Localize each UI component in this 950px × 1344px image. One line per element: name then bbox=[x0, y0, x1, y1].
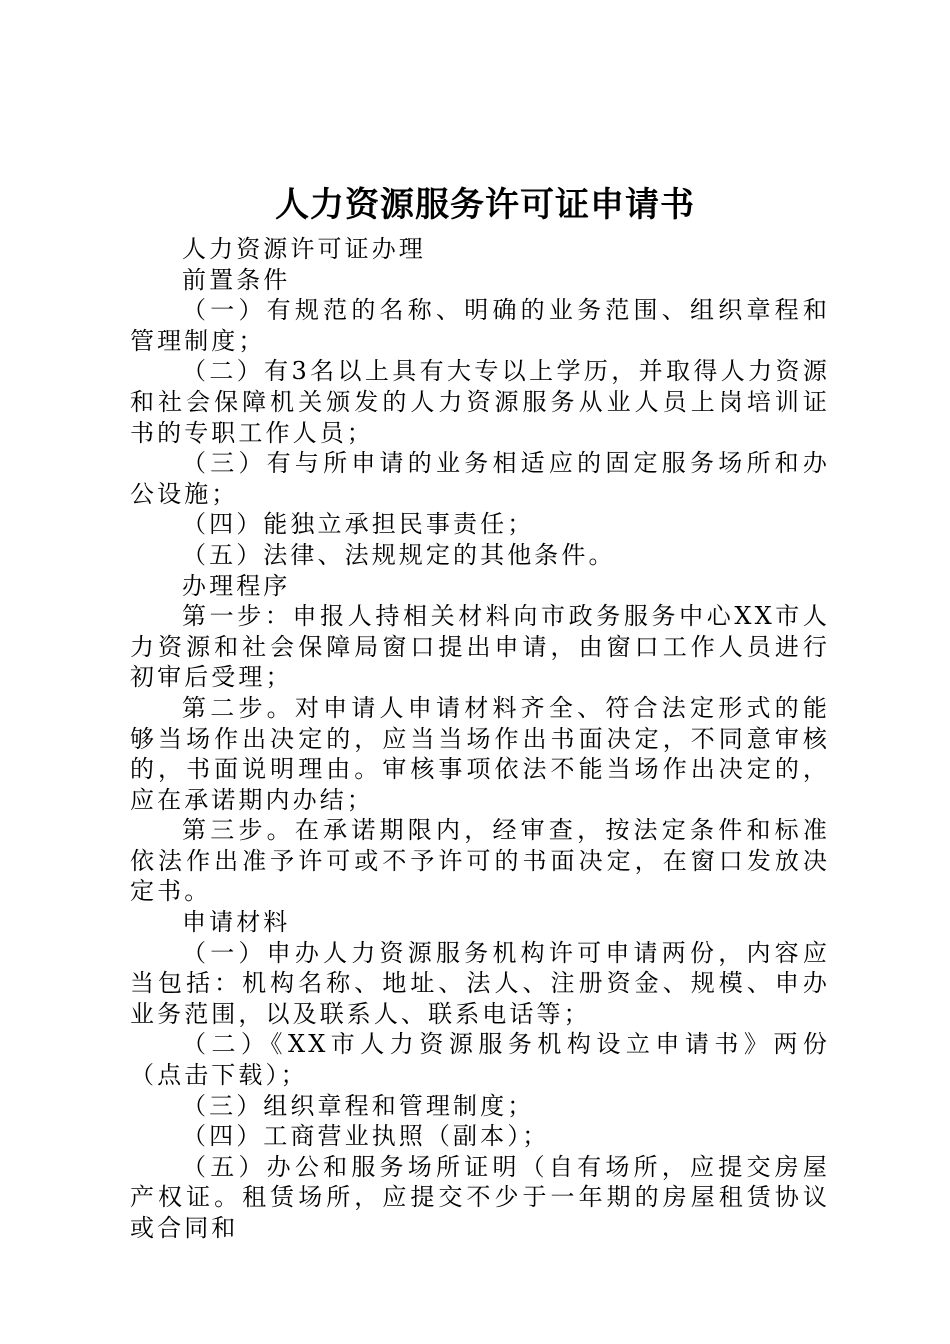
material-item-4: （四）工商营业执照（副本）； bbox=[182, 1122, 550, 1151]
material-item-5: （五）办公和服务场所证明（自有场所，应提交房屋产权证。租赁场所，应提交不少于一年期的房屋租赁协议或合同和 bbox=[130, 1152, 830, 1242]
prerequisite-item-3: （三）有与所申请的业务相适应的固定服务场所和办公设施； bbox=[130, 449, 830, 508]
prerequisite-item-2: （二）有3名以上具有大专以上学历，并取得人力资源和社会保障机关颁发的人力资源服务从业人员上岗培训证书的专职工作人员； bbox=[130, 357, 830, 447]
prerequisite-item-5: （五）法律、法规规定的其他条件。 bbox=[182, 540, 616, 569]
material-item-3: （三）组织章程和管理制度； bbox=[182, 1091, 535, 1120]
procedure-step-2: 第二步。对申请人申请材料齐全、符合法定形式的能够当场作出决定的，应当当场作出书面决定，不同意审核的，书面说明理由。审核事项依法不能当场作出决定的，应在承诺期内办结； bbox=[130, 693, 830, 814]
section-heading-license: 人力资源许可证办理 bbox=[182, 235, 426, 263]
prerequisite-item-4: （四）能独立承担民事责任； bbox=[182, 510, 535, 539]
material-item-2: （二）《XX市人力资源服务机构设立申请书》两份（点击下载）； bbox=[130, 1030, 830, 1090]
section-heading-procedure: 办理程序 bbox=[182, 571, 291, 600]
section-heading-prerequisites: 前置条件 bbox=[182, 265, 291, 294]
document-page bbox=[130, 180, 830, 1244]
procedure-step-3: 第三步。在承诺期限内，经审查，按法定条件和标准依法作出准予许可或不予许可的书面决定，在窗口发放决定书。 bbox=[130, 816, 830, 906]
section-heading-materials: 申请材料 bbox=[182, 908, 291, 937]
document-title: 人力资源服务许可证申请书 bbox=[275, 185, 695, 225]
material-item-1: （一）申办人力资源服务机构许可申请两份，内容应当包括：机构名称、地址、法人、注册资金、规模、申办业务范围，以及联系人、联系电话等； bbox=[130, 938, 830, 1028]
procedure-step-1: 第一步：申报人持相关材料向市政务服务中心XX市人力资源和社会保障局窗口提出申请，由窗口工作人员进行初审后受理； bbox=[130, 602, 830, 692]
prerequisite-item-1: （一）有规范的名称、明确的业务范围、组织章程和管理制度； bbox=[130, 296, 830, 355]
